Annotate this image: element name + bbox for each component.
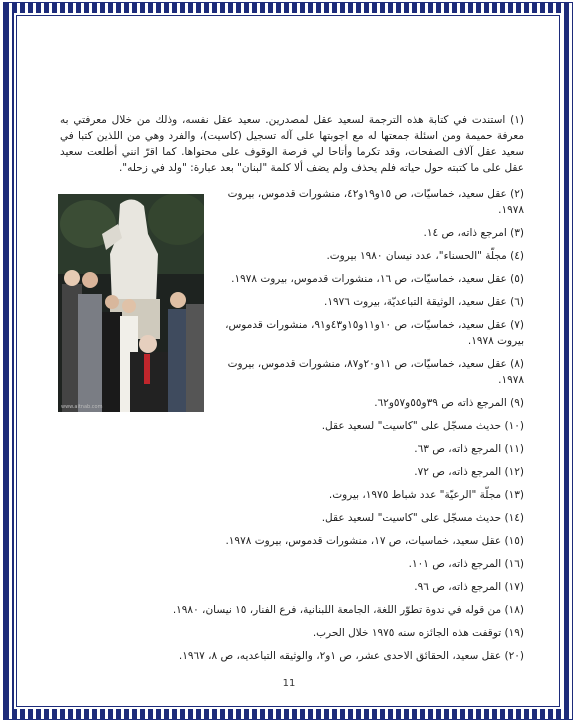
note-item: (٤) مجلّة "الحسناء"، عدد نيسان ١٩٨٠ بيروت. [326, 250, 524, 262]
intro-note: (١) استندت في كتابة هذه الترجمة لسعيد عقل لمصدرين. سعيد عقل نفسه، وذلك من خلال معرفتي به معرفة حميمة ومن اسئلة جمعتها له مع اجوبتها على آله تسجيل (كاسيت)، والفرد وهي من اللذين كتبا في سعيد عقل آلاف الصفحات، وقد تكرما وأتاحا لي فرصة الوقوف على محتواها. كما اقرّ انني أطلعت سعيد عقل على ما كتبته حول حياته فلم يحذف ولم يضف ألا كلمة "لبنان" بعد عبارة: "ولد في زحله". [60, 114, 524, 174]
note-item: (٦) عقل سعيد، الوثيقة التباعديّة، بيروت ١٩٧٦. [323, 296, 524, 308]
note-item: (٧) عقل سعيد، خماسيّات، ص ١٠و١١و١٥و٤٣و٩١، منشورات قدموس، بيروت ١٩٧٨. [225, 319, 524, 347]
note-item: (١٨) من قوله في ندوة تطوّر اللغة، الجامعة اللبنانية، فرع الفنار، ١٥ نيسان، ١٩٨٠. [172, 604, 524, 616]
note-item: (٩) المرجع ذاته ص ٣٩و٥٥و٥٧و٦٢. [374, 397, 524, 409]
note-item: (١٩) توقفت هذه الجائزه سنه ١٩٧٥ خلال الحرب. [312, 627, 524, 639]
note-item: (١٦) المرجع ذاته، ص ١٠١. [408, 558, 524, 570]
note-item: (١٥) عقل سعيد، خماسيات، ص ١٧، منشورات قدموس، بيروت ١٩٧٨. [225, 535, 524, 547]
note-item: (٣) امرجع ذاته، ص ١٤. [423, 227, 524, 239]
note-item: (٢) عقل سعيد، خماسيّات، ص ١٥و١٩و٤٢، منشورات قدموس، بيروت ١٩٧٨. [227, 188, 524, 216]
note-item: (٨) عقل سعيد، خماسيّات، ص ١١و٢٠و٨٧، منشورات قدموس، بيروت ١٩٧٨. [227, 358, 524, 386]
notes-list-full [60, 395, 524, 664]
note-item: (١٤) حديث مسجّل على "كاسيت" لسعيد عقل. [321, 512, 524, 524]
note-item: (١٠) حديث مسجّل على "كاسيت" لسعيد عقل. [321, 420, 524, 432]
page-number: 11 [282, 678, 296, 689]
photo-watermark: www.aitnab.com [61, 404, 103, 410]
note-item: (١١) المرجع ذاته، ص ٦٣. [414, 443, 524, 455]
photo-illustration [58, 194, 204, 412]
note-item: (١٢) المرجع ذاته، ص ٧٢. [414, 466, 524, 478]
note-item: (١٣) مجلّة "الرعيّة" عدد شباط ١٩٧٥، بيروت. [328, 489, 524, 501]
group-photo [58, 194, 204, 412]
note-item: (١٧) المرجع ذاته، ص ٩٦. [414, 581, 524, 593]
note-item: (٢٠) عقل سعيد، الحقائق الاحدى عشر، ص ١و٢، والوثيقه التباعديه، ص ٨، ١٩٦٧. [178, 650, 524, 662]
note-item: (٥) عقل سعيد، خماسيّات، ص ١٦، منشورات قدموس، بيروت ١٩٧٨. [231, 273, 524, 285]
